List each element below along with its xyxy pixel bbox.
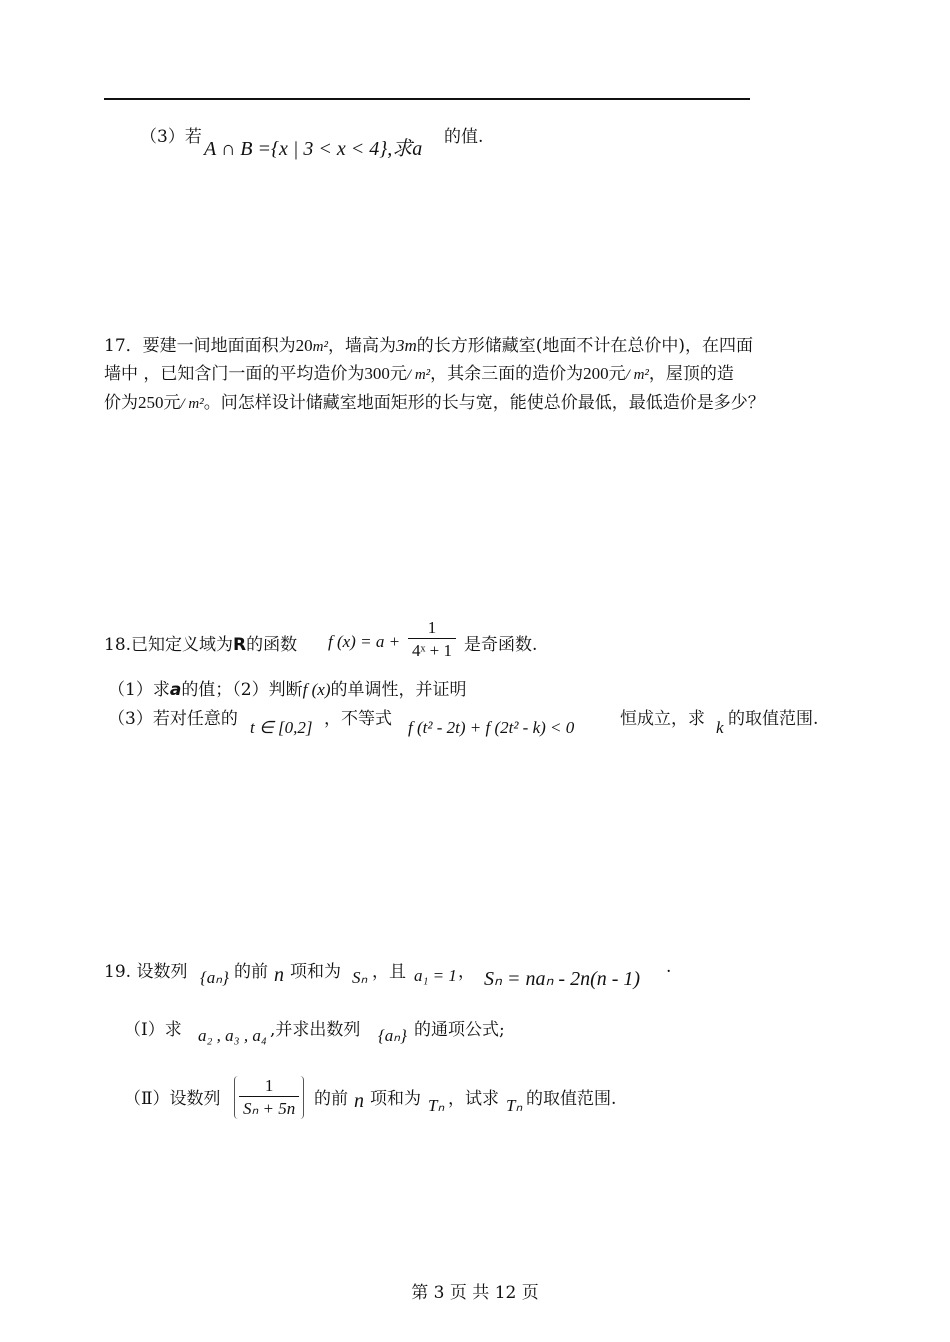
page-footer xyxy=(0,1278,950,1303)
q17-line3: 价为250元/ m²。问怎样设计储藏室地面矩形的长与宽，能使总价最低，最低造价是多少？ xyxy=(104,393,765,413)
q19-intro-d: ，且 xyxy=(372,962,406,982)
top-rule xyxy=(104,98,750,100)
q19-partII-d: ，试求 xyxy=(448,1089,499,1109)
q16-formula: A ∩ B ={x | 3 < x < 4},求a xyxy=(204,138,423,160)
q19-partII-e: 的取值范围. xyxy=(526,1089,617,1109)
q19-intro-a: 19. 设数列 xyxy=(104,962,188,982)
q16-tail: 的值. xyxy=(444,127,484,147)
page-number: 第 3 页 共 12 页 xyxy=(411,1283,539,1303)
q19-comma: ， xyxy=(458,962,475,982)
q18-inequality: f (t² - 2t) + f (2t² - k) < 0 xyxy=(408,718,575,737)
q19-intro-b: 的前 xyxy=(234,962,268,982)
q18-part3-b: ，不等式 xyxy=(324,709,392,729)
q19-relation: Sₙ = naₙ - 2n(n - 1) xyxy=(484,968,641,990)
q17-line2: 墙中 ，已知含门一面的平均造价为300元/ m²，其余三面的造价为200元/ m²，屋顶的造 xyxy=(104,364,734,384)
q19-partI-b: ,并求出数列 xyxy=(270,1020,361,1040)
q19-dot: . xyxy=(666,957,672,977)
q19-partII-c: 项和为 xyxy=(370,1089,421,1109)
q19-partII-Tn: Tₙ xyxy=(428,1096,445,1115)
q18-intro: 18.已知定义域为R的函数 xyxy=(104,635,298,655)
q18-part3-a: （3）若对任意的 xyxy=(108,709,238,729)
q19-n: n xyxy=(274,964,284,986)
q16-label: （3）若 xyxy=(140,127,202,147)
q18-fraction: $\frac{1}{\text{4ˣ + 1}}$ xyxy=(408,618,456,661)
q19-Sn: Sₙ xyxy=(352,968,368,987)
q19-partII-b: 的前 xyxy=(314,1089,348,1109)
q19-intro-c: 项和为 xyxy=(290,962,341,982)
q19-partII-a: （Ⅱ）设数列 xyxy=(124,1089,221,1109)
q19-partI-terms: a₂ , a₃ , a₄ xyxy=(198,1026,267,1045)
q16-part3 xyxy=(140,122,202,147)
q19-seq: {aₙ} xyxy=(200,968,229,987)
q18-k: k xyxy=(716,718,724,737)
q19-partI-seq: {aₙ} xyxy=(378,1026,407,1045)
q18-intro-tail: 是奇函数. xyxy=(464,635,538,655)
q17-line1: 17．要建一间地面面积为20m²，墙高为3m的长方形储藏室(地面不计在总价中)，在四面 xyxy=(104,336,754,356)
q19-a1: a₁ = 1 xyxy=(414,966,457,985)
q19-partII-n: n xyxy=(354,1090,364,1112)
q19-partI-a: （Ⅰ）求 xyxy=(124,1020,182,1040)
q18-part3-d: 的取值范围. xyxy=(728,709,819,729)
q18-part3-c: 恒成立，求 xyxy=(620,709,705,729)
q18-t-range: t ∈ [0,2] xyxy=(250,718,313,737)
q18-func-lhs: f (x) = a + xyxy=(328,632,401,651)
q19-partII-fraction: $\frac{1}{\text{Sₙ + 5n}}$ xyxy=(234,1076,304,1119)
q19-partI-c: 的通项公式; xyxy=(414,1020,505,1040)
q18-parts-1-2: （1）求a的值；（2）判断f (x)的单调性，并证明 xyxy=(108,680,467,700)
q19-partII-Tn2: Tₙ xyxy=(506,1096,523,1115)
